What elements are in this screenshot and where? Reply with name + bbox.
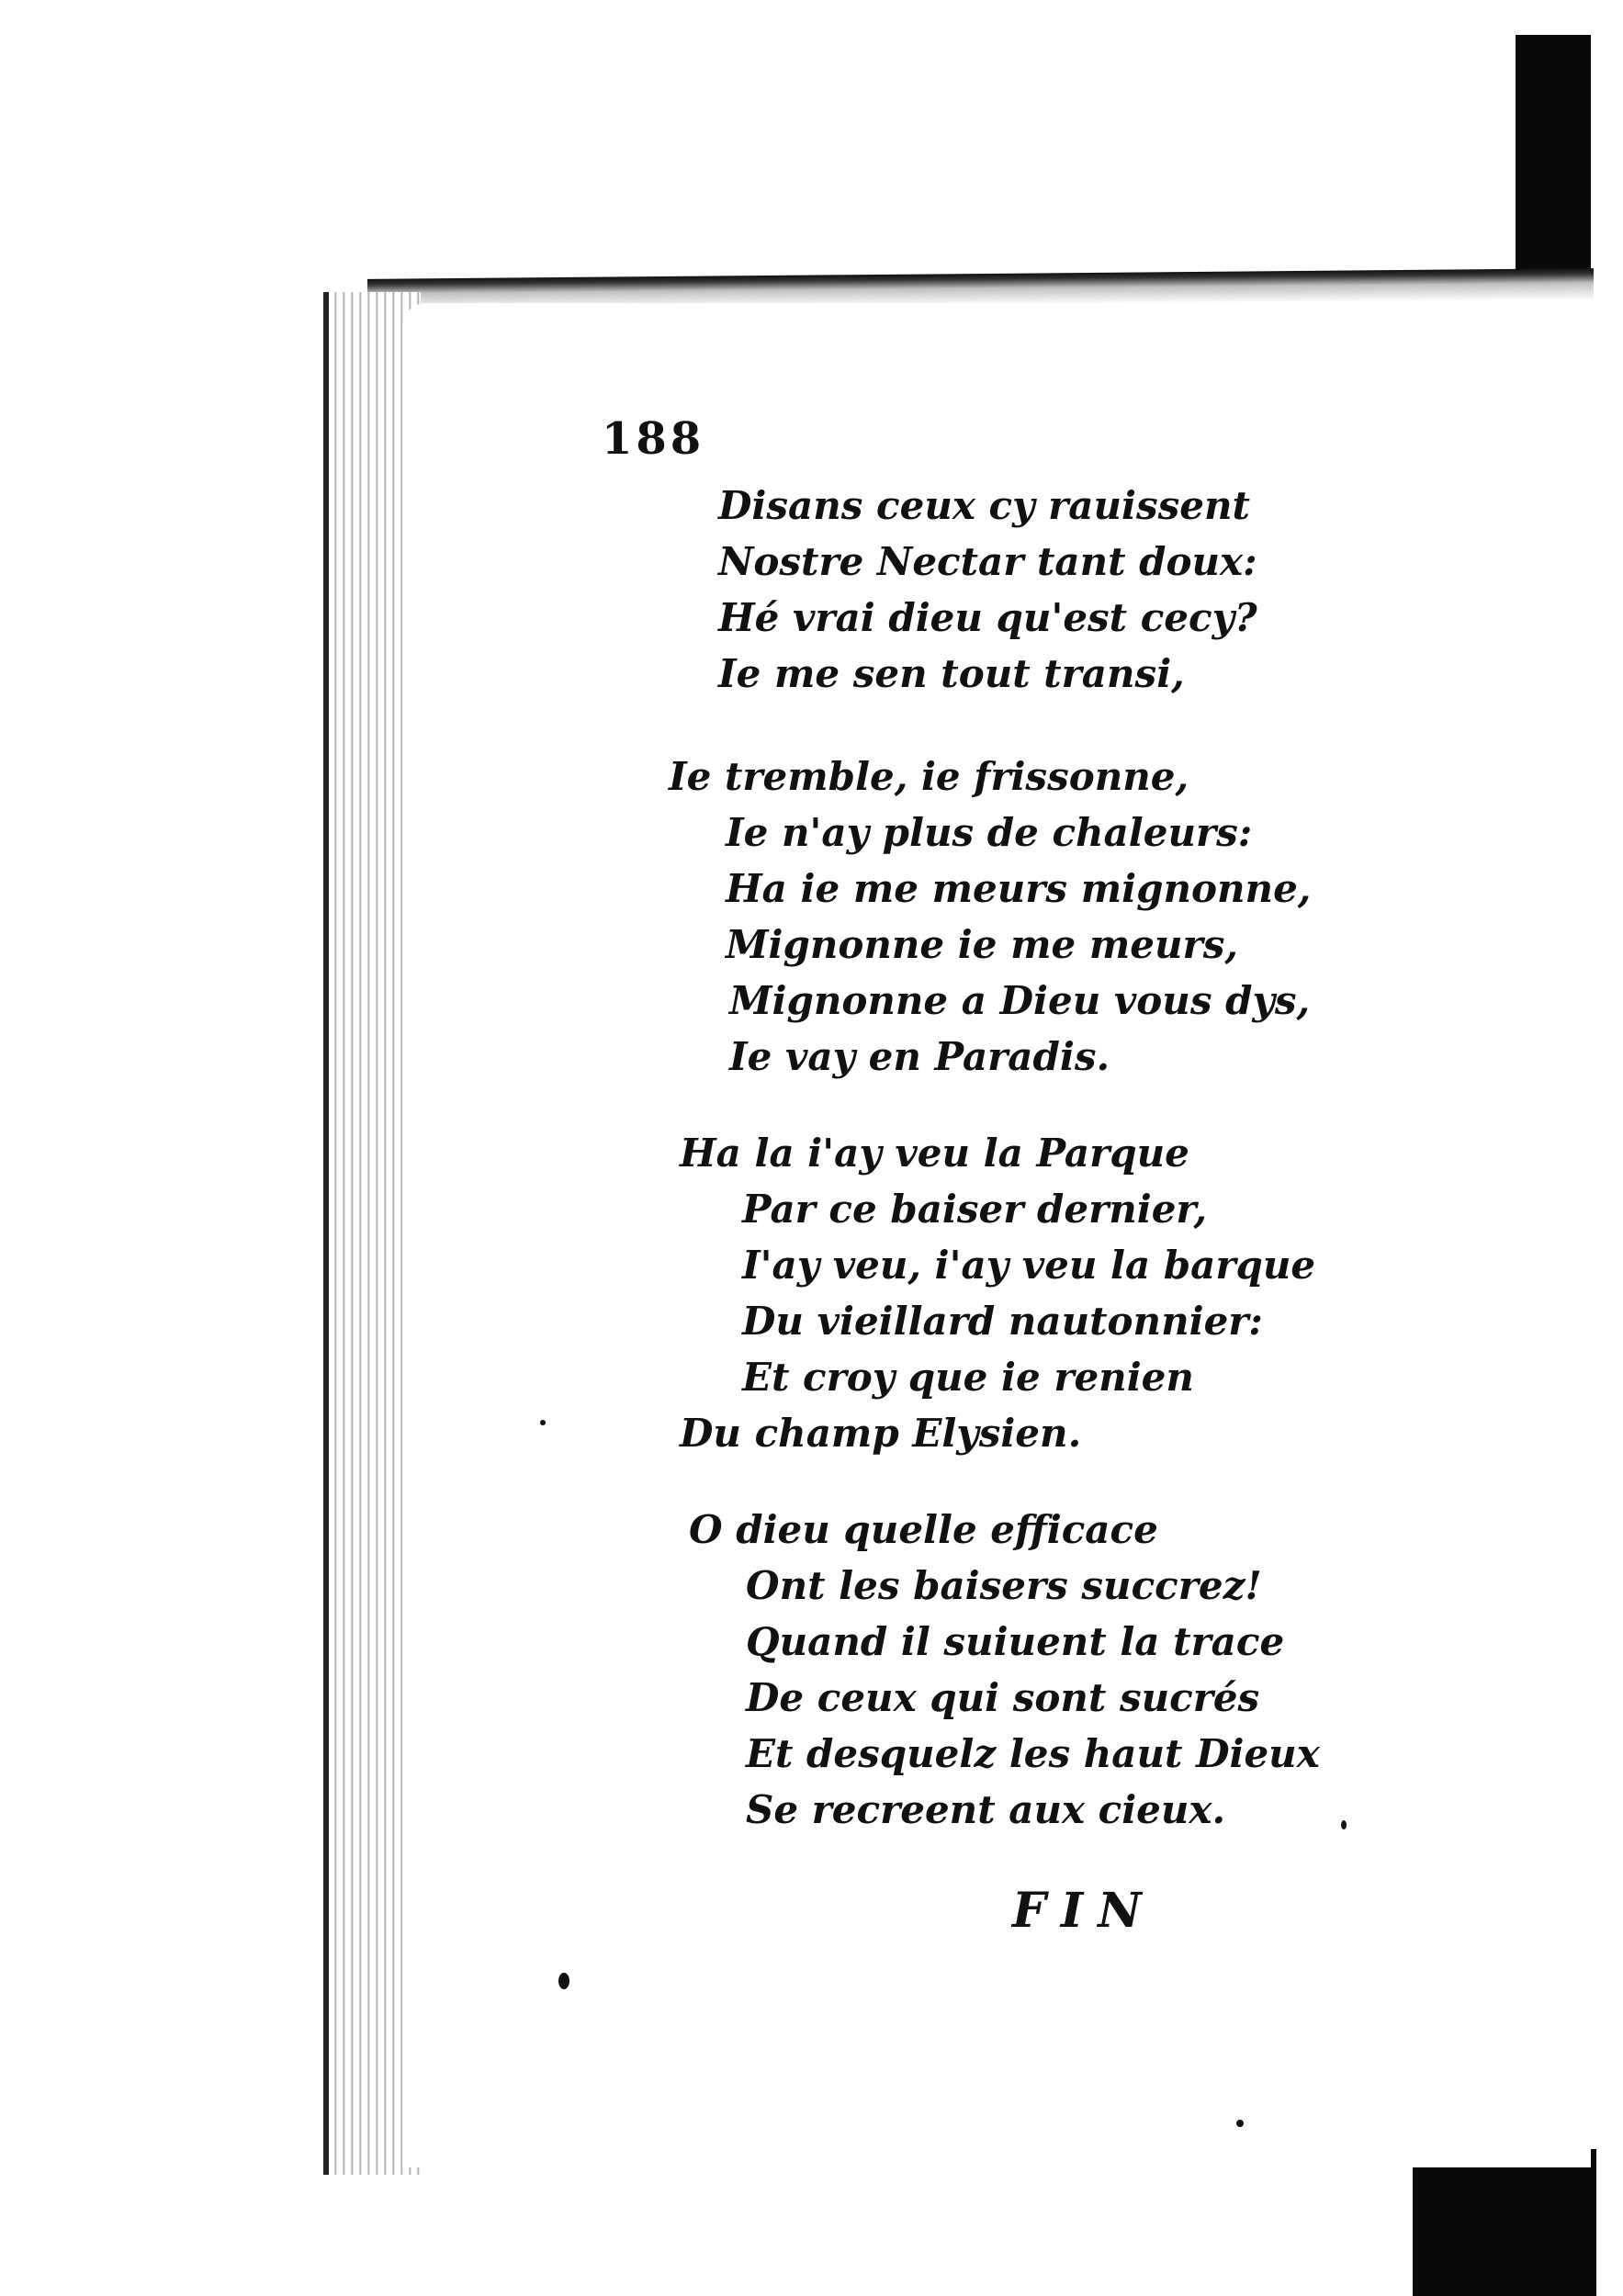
stanza-2 <box>669 748 1311 1085</box>
verse-line: Disans ceux cy rauissent <box>718 483 1250 528</box>
ink-speck <box>558 1973 569 1989</box>
verse-line: Et croy que ie renien <box>742 1355 1194 1400</box>
stanza-1 <box>718 478 1257 702</box>
stanza-4 <box>689 1502 1320 1838</box>
verse-line: Ie n'ay plus de chaleurs: <box>726 810 1253 855</box>
verse-line: Du vieillard nautonnier: <box>742 1299 1263 1344</box>
verse-line: I'ay veu, i'ay veu la barque <box>742 1243 1316 1288</box>
fin-mark: FIN <box>1012 1883 1156 1939</box>
verse-line: Ha ie me meurs mignonne, <box>726 866 1312 911</box>
verse-line: Par ce baiser dernier, <box>742 1187 1208 1232</box>
verse-line: Ont les baisers succrez! <box>746 1563 1262 1608</box>
verse-line: Ie vay en Paradis. <box>729 1034 1110 1079</box>
verse-line: Ie tremble, ie frissonne, <box>669 754 1189 799</box>
verse-line: Du champ Elysien. <box>680 1411 1082 1456</box>
verse-line: Et desquelz les haut Dieux <box>746 1731 1320 1776</box>
verse-line: Mignonne a Dieu vous dys, <box>729 978 1311 1023</box>
verse-line: Se recreent aux cieux. <box>746 1787 1226 1832</box>
verse-line: Hé vrai dieu qu'est cecy? <box>718 595 1257 640</box>
ink-speck <box>540 1420 546 1425</box>
page-number: 188 <box>602 413 705 465</box>
scan-corner-bottom <box>1413 2149 1596 2296</box>
ink-speck <box>1236 2120 1244 2127</box>
verse-line: Ha la i'ay veu la Parque <box>680 1131 1189 1176</box>
verse-line: Nostre Nectar tant doux: <box>718 539 1257 584</box>
scan-corner-top <box>1516 35 1591 285</box>
verse-line: Quand il suiuent la trace <box>746 1619 1285 1664</box>
verse-line: Ie me sen tout transi, <box>718 651 1185 696</box>
ink-speck <box>1341 1820 1347 1829</box>
verse-line: O dieu quelle efficace <box>689 1507 1158 1552</box>
verse-line: De ceux qui sont sucrés <box>746 1675 1260 1720</box>
verse-line: Mignonne ie me meurs, <box>726 922 1238 967</box>
stanza-3 <box>680 1125 1315 1461</box>
